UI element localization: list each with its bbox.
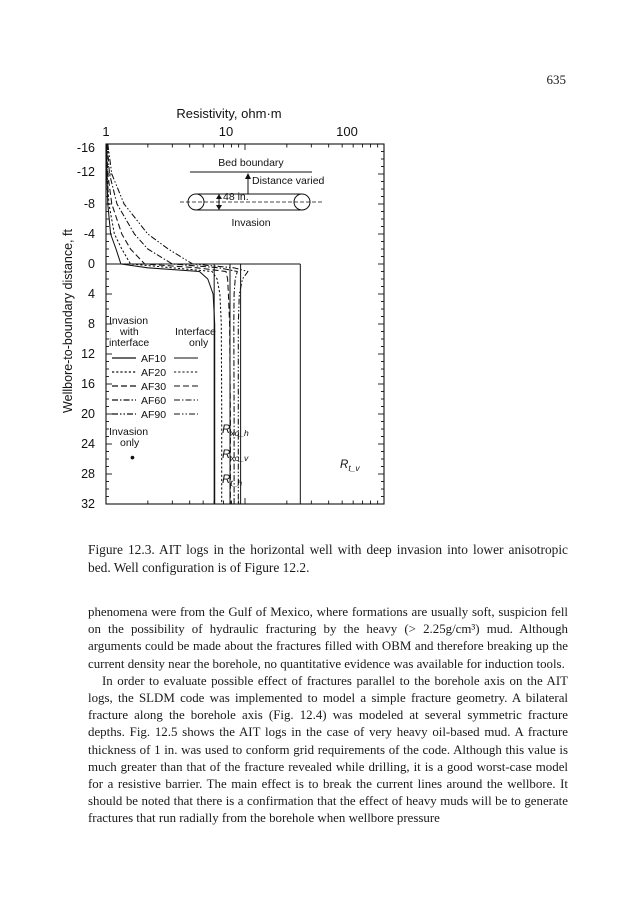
y-tick-label: 8 xyxy=(88,317,95,331)
well-schematic xyxy=(180,157,325,229)
invasion-only-label: only xyxy=(120,437,140,449)
curve-label-rxo-v: $R_{xo\_v}$ xyxy=(222,449,249,463)
page-number: 635 xyxy=(546,72,566,87)
radius-arrow-head-top xyxy=(216,194,222,199)
invasion-only-label: Invasion xyxy=(109,426,149,438)
legend xyxy=(109,315,216,465)
legend-label-af30: AF30 xyxy=(141,381,167,393)
legend-header-right: Interface xyxy=(175,326,216,338)
y-tick-label: 32 xyxy=(81,497,95,511)
paragraph: phenomena were from the Gulf of Mexico, where formations are usually soft, suspicion fell on the possibility of hydraulic fracturing by the heavy (> 2.25g/cm³) mud. Although arguments could be made about the fractures filled with OBM and therefore breaking up the current density near the borehole, no quantitative evidence was available for induction tools. xyxy=(88,605,568,671)
body-text xyxy=(88,604,568,828)
legend-header-left: Invasion xyxy=(109,315,149,327)
curve-label-subscript: xo_h xyxy=(230,428,249,438)
y-tick-label: -4 xyxy=(83,227,95,241)
y-tick-labels xyxy=(77,141,95,511)
curve-label-subscript: t_h xyxy=(230,478,243,488)
curve-label-subscript: t_v xyxy=(348,463,360,473)
curve-label-rt-v: $R_{t\_v}$ xyxy=(340,459,360,473)
distance-arrow-head xyxy=(245,173,251,179)
y-tick-label: 12 xyxy=(81,347,95,361)
bed-boundary-label: Bed boundary xyxy=(218,157,284,169)
x-tick-label: 10 xyxy=(218,124,234,139)
legend-label-af90: AF90 xyxy=(141,409,167,421)
y-tick-label: 4 xyxy=(88,287,95,301)
legend-header-left: with xyxy=(120,326,139,338)
curve-labels xyxy=(222,424,360,488)
legend-header-right: only xyxy=(189,337,209,349)
y-tick-label: -8 xyxy=(83,197,95,211)
invasion-only-marker: • xyxy=(130,449,135,465)
y-tick-label: 28 xyxy=(81,467,95,481)
y-tick-label: -16 xyxy=(76,141,95,155)
radius-label: 48 in. xyxy=(223,191,249,203)
legend-header-left: interface xyxy=(109,337,150,349)
invasion-schematic-label: Invasion xyxy=(231,217,271,229)
y-axis-label: Wellbore-to-boundary distance, ft xyxy=(61,229,75,413)
x-tick-labels xyxy=(102,124,357,139)
legend-label-af20: AF20 xyxy=(141,367,167,379)
radius-arrow-head-bottom xyxy=(216,205,222,210)
curve-label-subscript: xo_v xyxy=(230,453,249,463)
figure-caption: Figure 12.3. AIT logs in the horizontal well with deep invasion into lower anisotropic bed. Well configuration is of Figure 12.2. xyxy=(88,542,568,575)
ait-log-figure xyxy=(40,96,400,516)
legend-label-af10: AF10 xyxy=(141,353,167,365)
curve-label-rt-h: $R_{t\_h}$ xyxy=(222,474,243,488)
chart-title: Resistivity, ohm·m xyxy=(176,106,282,121)
x-tick-label: 1 xyxy=(102,124,110,139)
y-tick-label: 24 xyxy=(81,437,95,451)
y-tick-label: -12 xyxy=(76,165,95,179)
y-tick-label: 16 xyxy=(81,377,95,391)
distance-varied-label: Distance varied xyxy=(252,175,325,187)
x-tick-label: 100 xyxy=(336,124,358,139)
y-tick-label: 0 xyxy=(88,257,95,271)
curve-label-rxo-h: $R_{xo\_h}$ xyxy=(222,424,249,438)
legend-label-af60: AF60 xyxy=(141,395,167,407)
y-tick-label: 20 xyxy=(81,407,95,421)
paragraph: In order to evaluate possible effect of fractures parallel to the borehole axis on the AIT logs, the SLDM code was implemented to model a simple fracture geometry. A bilateral fracture along the borehole axis (Fig. 12.4) was modeled at several symmetric fracture depths. Fig. 12.5 shows the AIT logs in the case of very heavy oil-based mud. A fracture thickness of 1 in. was used to conform grid requirements of the code. Although this value is much greater than that of the fracture revealed while drilling, it is a good worst-case model for a resistive barrier. The main effect is to break the current lines around the wellbore. It should be noted that there is a confirmation that the effect of heavy muds will be to generate fractures that run radially from the borehole when wellbore pressure xyxy=(88,673,568,826)
